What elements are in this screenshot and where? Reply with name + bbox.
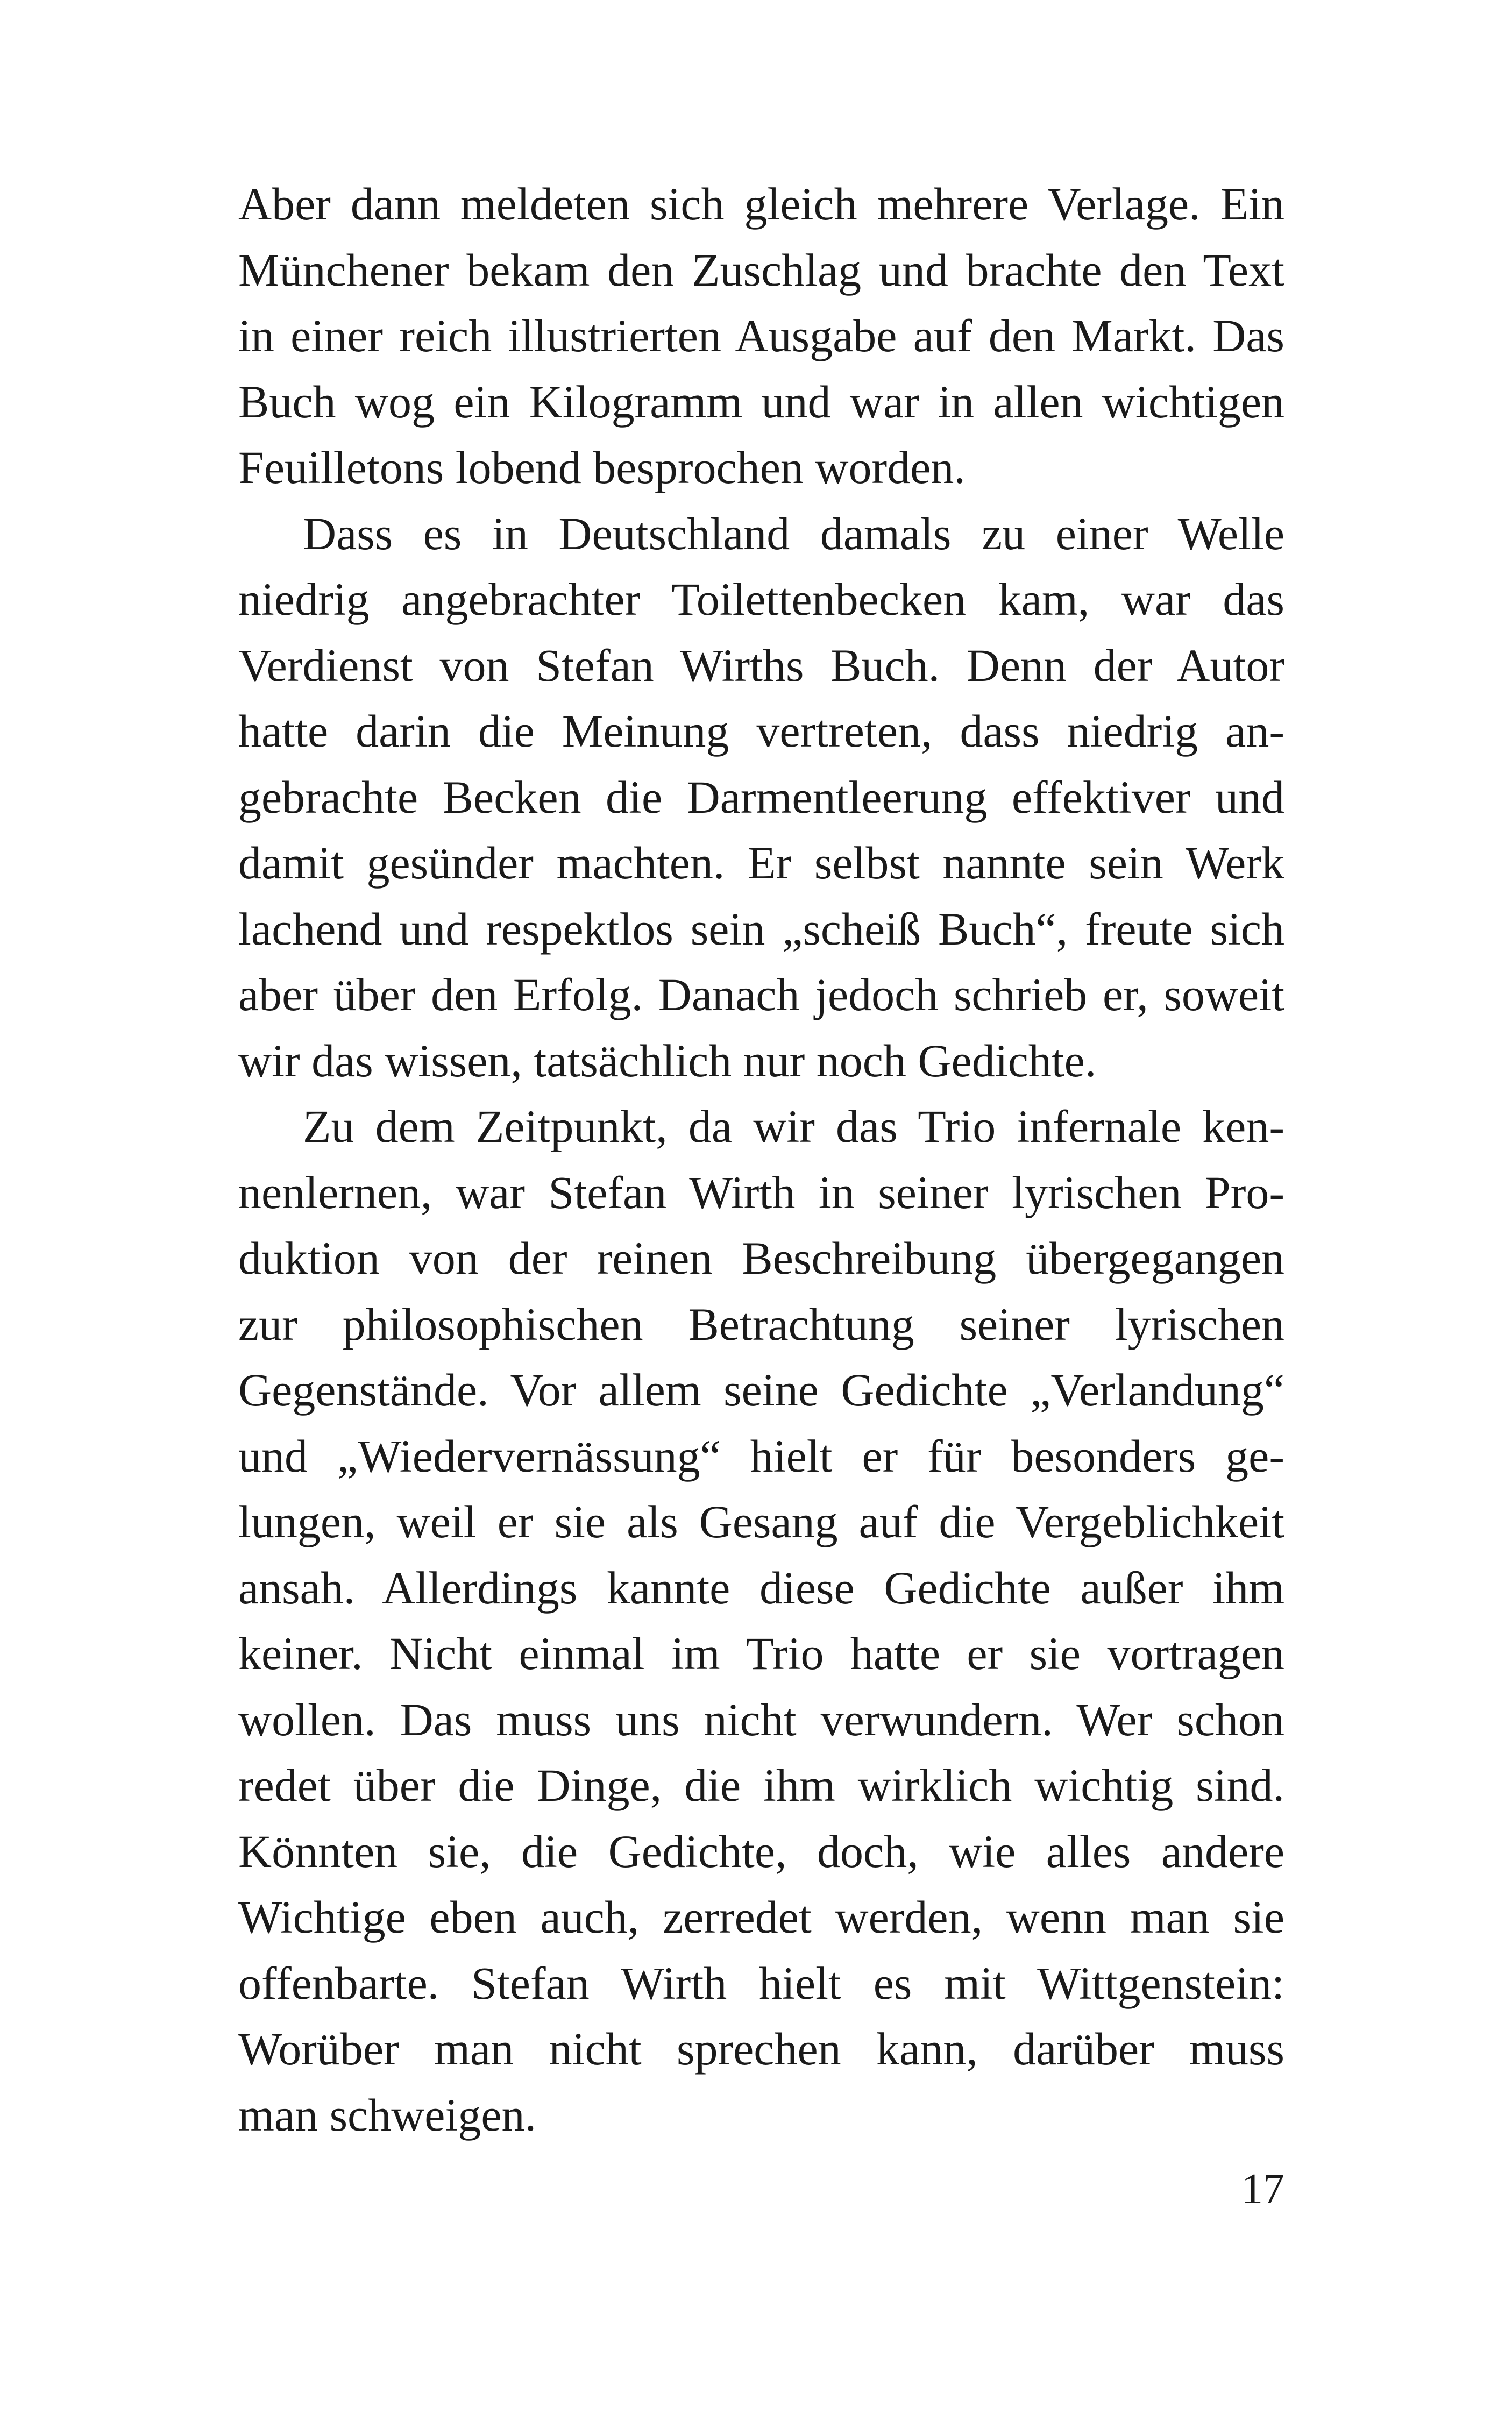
text-line: Buch wog ein Kilogramm und war in allen wichtigen <box>238 375 1284 428</box>
text-line: damit gesünder machten. Er selbst nannte sein Werk <box>238 837 1284 889</box>
paragraph <box>238 501 1284 1094</box>
text-line: Verdienst von Stefan Wirths Buch. Denn der Autor <box>238 639 1284 691</box>
page-body <box>238 171 1284 2148</box>
text-line: wir das wissen, tatsächlich nur noch Gedichte. <box>238 1034 1097 1087</box>
text-line: Feuilletons lobend besprochen worden. <box>238 442 966 493</box>
text-line: lachend und respektlos sein „scheiß Buch“, freute sich <box>238 903 1284 955</box>
text-line: man schweigen. <box>238 2089 537 2141</box>
text-line: und „Wiedervernässung“ hielt er für besonders ge- <box>238 1430 1284 1482</box>
text-line: Gegenstände. Vor allem seine Gedichte „Verlandung“ <box>238 1364 1284 1416</box>
page-number: 17 <box>1241 2166 1284 2213</box>
text-line: ansah. Allerdings kannte diese Gedichte außer ihm <box>238 1561 1284 1614</box>
text-line: keiner. Nicht einmal im Trio hatte er sie vortragen <box>238 1628 1284 1679</box>
text-line: wollen. Das muss uns nicht verwundern. Wer schon <box>238 1693 1284 1745</box>
text-line: hatte darin die Meinung vertreten, dass niedrig an- <box>238 705 1284 757</box>
text-line: Wichtige eben auch, zerredet werden, wenn man sie <box>238 1891 1284 1943</box>
text-line: gebrachte Becken die Darmentleerung effektiver und <box>238 771 1284 823</box>
text-line: duktion von der reinen Beschreibung übergegangen <box>238 1232 1284 1284</box>
text-line: niedrig angebrachter Toilettenbecken kam, war das <box>238 573 1284 625</box>
text-line: Dass es in Deutschland damals zu einer Welle <box>303 507 1284 559</box>
text-line: zur philosophischen Betrachtung seiner lyrischen <box>238 1298 1284 1350</box>
text-line: Münchener bekam den Zuschlag und brachte den Text <box>238 244 1284 296</box>
text-line: in einer reich illustrierten Ausgabe auf den Markt. Das <box>238 310 1284 361</box>
paragraph <box>238 1094 1284 2148</box>
text-line: lungen, weil er sie als Gesang auf die Vergeblichkeit <box>238 1496 1284 1547</box>
text-line: nenlernen, war Stefan Wirth in seiner lyrischen Pro- <box>238 1166 1284 1218</box>
text-line: Könnten sie, die Gedichte, doch, wie alles andere <box>238 1825 1284 1877</box>
text-line: Worüber man nicht sprechen kann, darüber muss <box>238 2023 1284 2075</box>
text-line: redet über die Dinge, die ihm wirklich wichtig sind. <box>238 1759 1284 1811</box>
text-line: offenbarte. Stefan Wirth hielt es mit Wittgenstein: <box>238 1957 1284 2009</box>
text-line: Zu dem Zeitpunkt, da wir das Trio infernale ken- <box>303 1100 1284 1152</box>
text-line: aber über den Erfolg. Danach jedoch schrieb er, soweit <box>238 969 1284 1020</box>
text-line: Aber dann meldeten sich gleich mehrere Verlage. Ein <box>238 178 1284 230</box>
paragraph <box>238 171 1284 501</box>
